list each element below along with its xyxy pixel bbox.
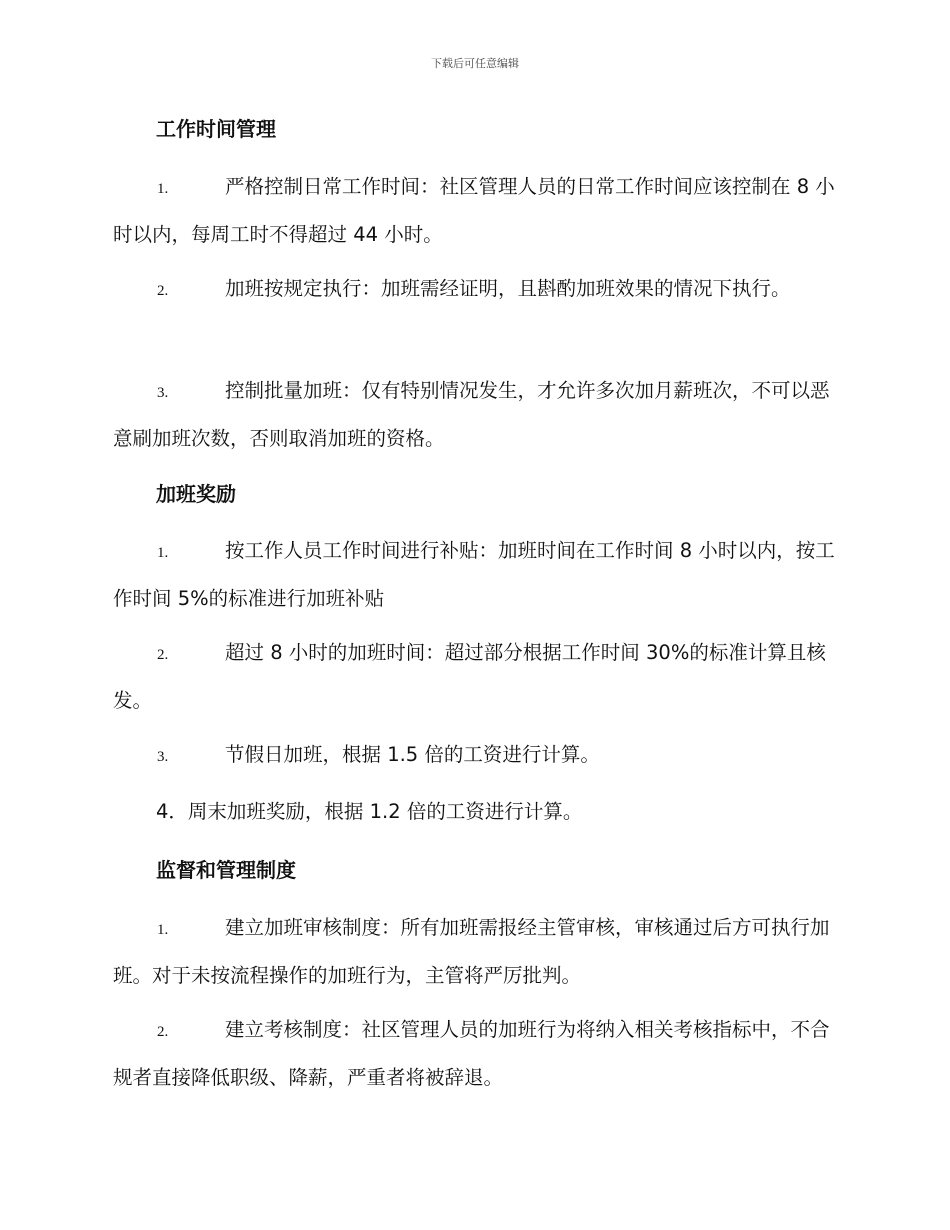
- item-number: 1.: [157, 181, 169, 197]
- item-number: 1.: [157, 545, 169, 561]
- item-number: 1.: [157, 922, 169, 938]
- list-item: [113, 164, 838, 257]
- item-number: 3.: [157, 749, 169, 765]
- list-item: [113, 368, 838, 461]
- item-text: 严格控制日常工作时间：社区管理人员的日常工作时间应该控制在 8 小时以内，每周工时不得超过 44 小时。: [113, 175, 835, 246]
- item-number: 2.: [157, 647, 169, 663]
- item-text: 控制批量加班：仅有特别情况发生，才允许多次加月薪班次，不可以恶意刷加班次数，否则取消加班的资格。: [113, 379, 830, 450]
- section-title: 监督和管理制度: [156, 858, 296, 882]
- section-title: 加班奖励: [156, 482, 236, 506]
- list-item: [113, 528, 838, 621]
- item-text: 按工作人员工作时间进行补贴：加班时间在工作时间 8 小时以内，按工作时间 5%的标准进行加班补贴: [113, 539, 835, 610]
- item-text: 超过 8 小时的加班时间：超过部分根据工作时间 30%的标准计算且核发。: [113, 641, 826, 712]
- item-number: 2.: [157, 283, 169, 299]
- item-text: 节假日加班，根据 1.5 倍的工资进行计算。: [225, 743, 600, 766]
- list-item: [113, 266, 838, 314]
- item-text: 4．周末加班奖励，根据 1.2 倍的工资进行计算。: [156, 800, 583, 823]
- list-item: [113, 732, 838, 780]
- list-item: [113, 630, 838, 723]
- page-header-note: 下载后可任意编辑: [431, 57, 519, 70]
- item-number: 2.: [157, 1024, 169, 1040]
- item-text: 建立考核制度：社区管理人员的加班行为将纳入相关考核指标中，不合规者直接降低职级、降薪，严重者将被辞退。: [113, 1018, 830, 1089]
- list-item: [113, 789, 838, 834]
- item-text: 建立加班审核制度：所有加班需报经主管审核，审核通过后方可执行加班。对于未按流程操作的加班行为，主管将严厉批判。: [113, 916, 830, 987]
- list-item: [113, 1007, 838, 1100]
- item-text: 加班按规定执行：加班需经证明，且斟酌加班效果的情况下执行。: [225, 277, 791, 300]
- section-title: 工作时间管理: [156, 117, 276, 141]
- item-number: 3.: [157, 385, 169, 401]
- list-item: [113, 905, 838, 998]
